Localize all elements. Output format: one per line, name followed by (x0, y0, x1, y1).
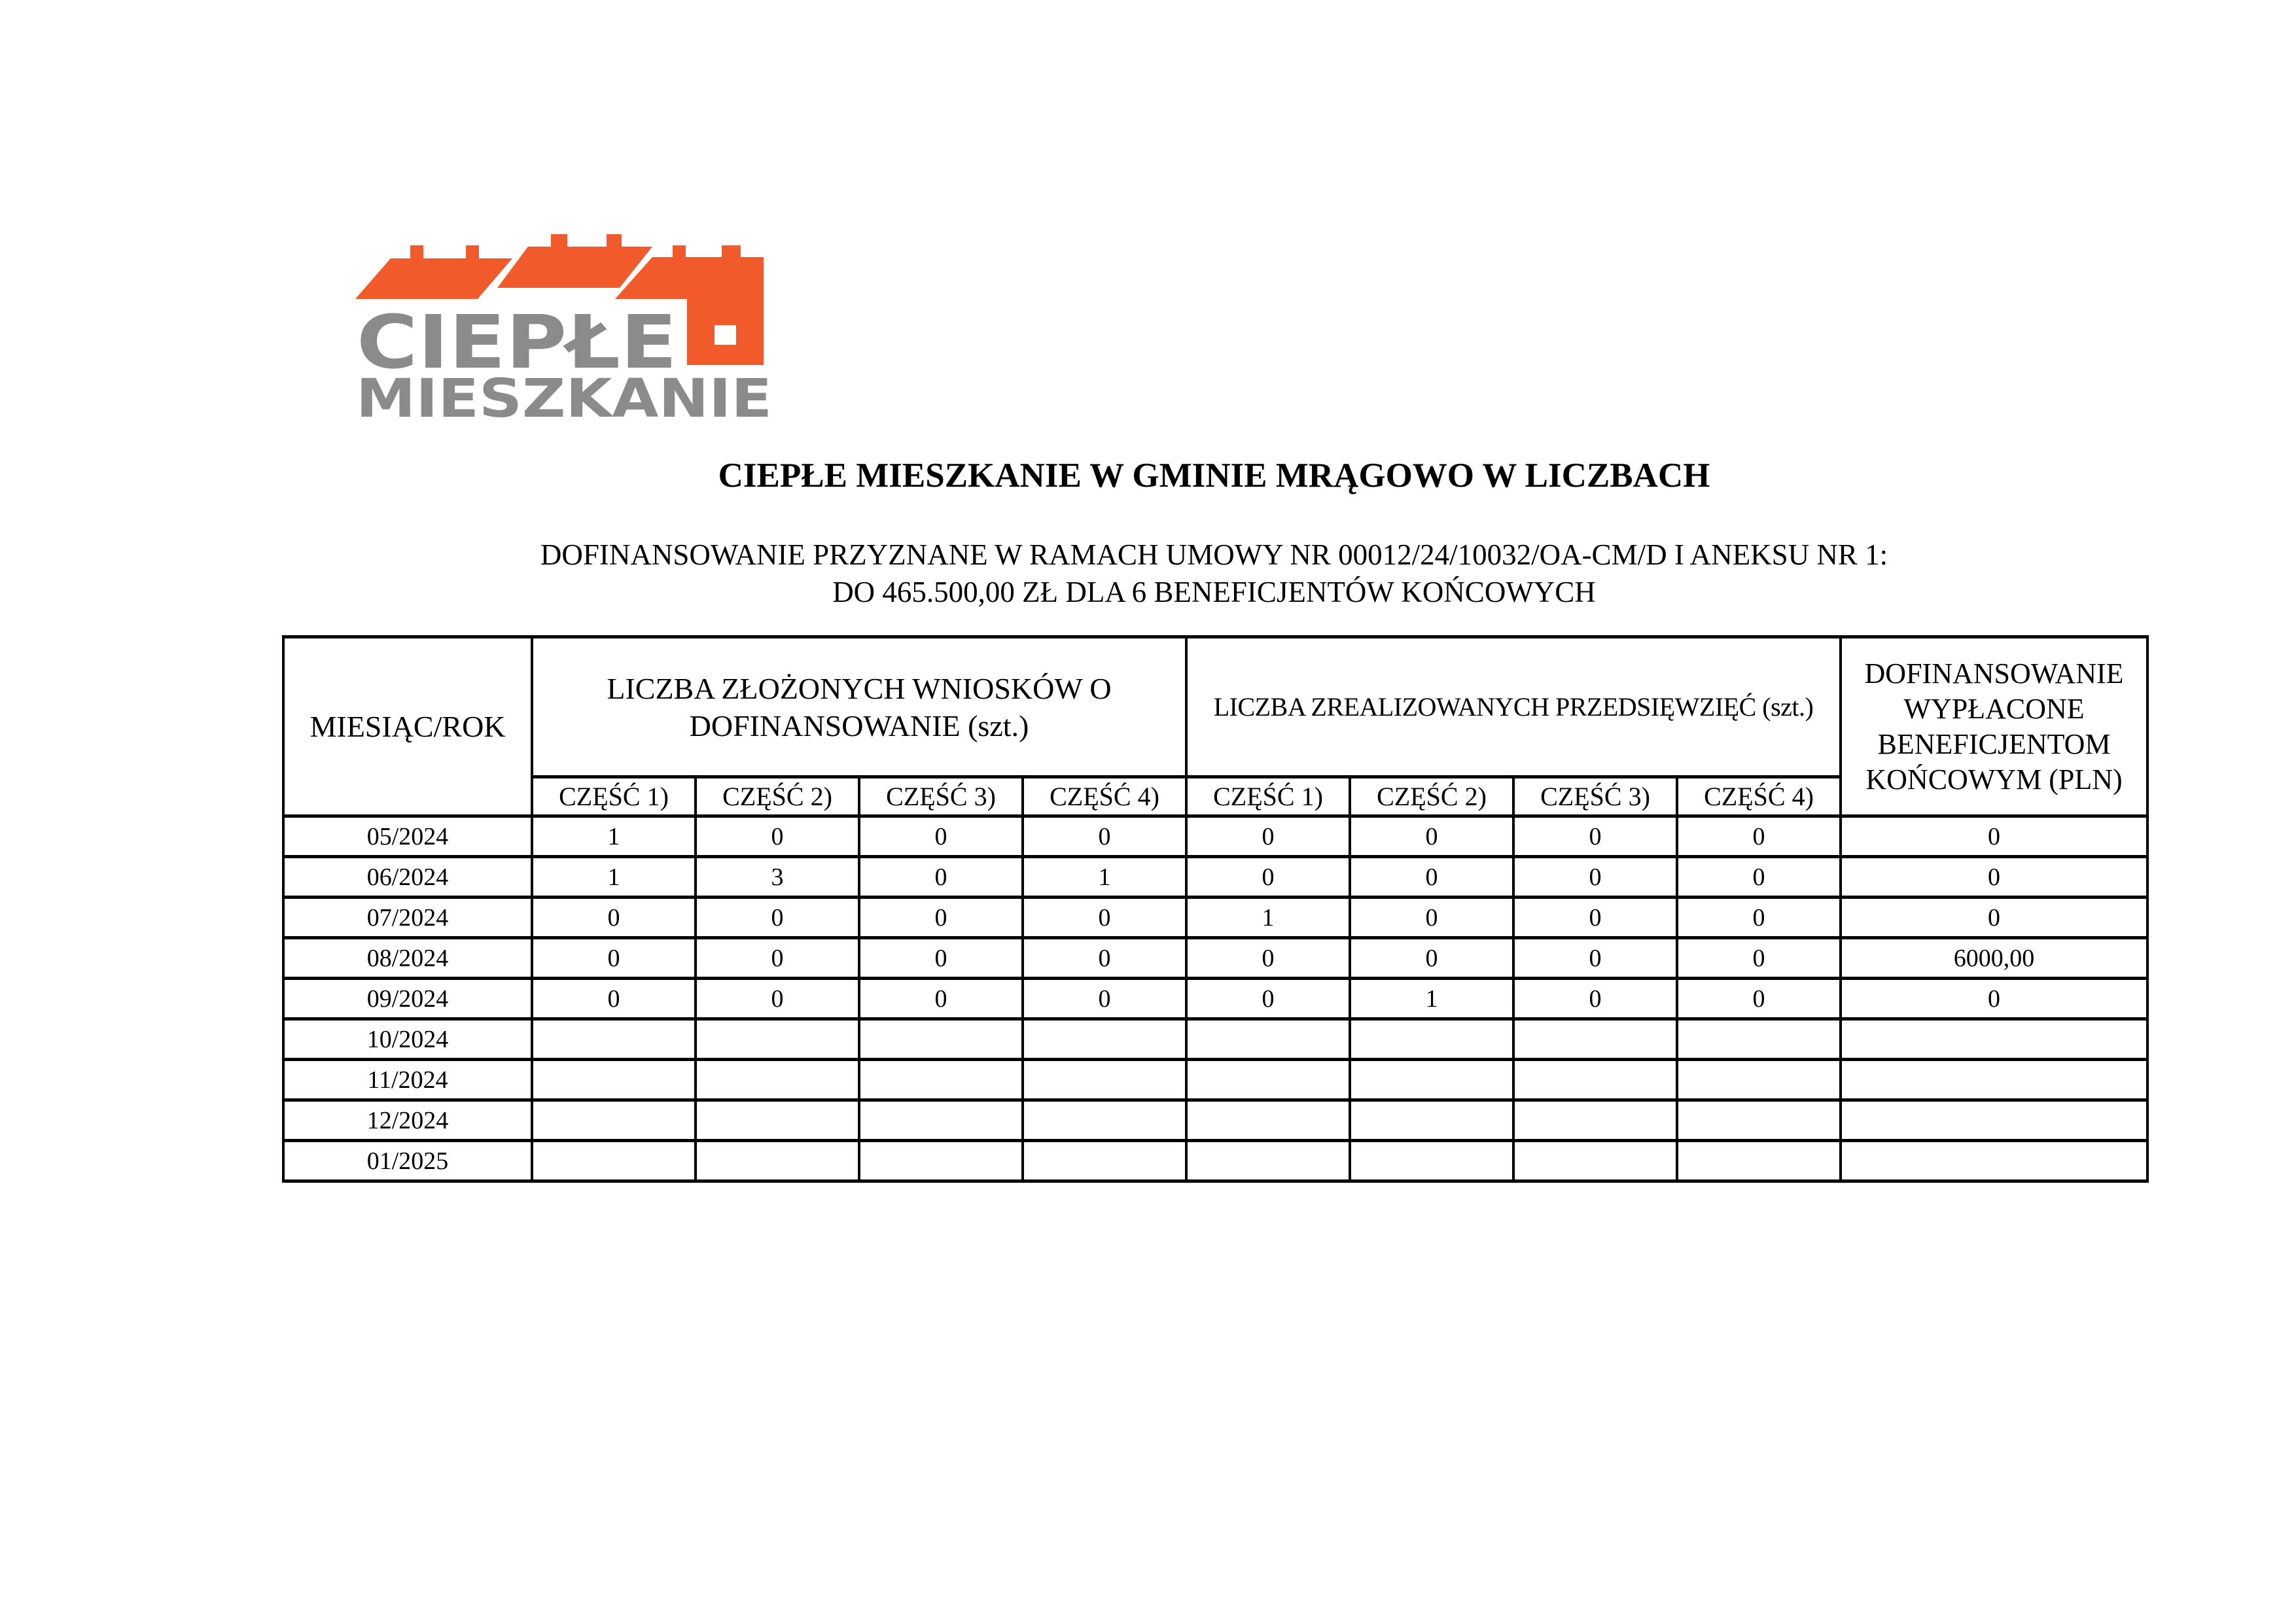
month-cell: 10/2024 (283, 1019, 532, 1060)
table-row (283, 1141, 2147, 1181)
value-cell: 0 (1841, 898, 2147, 938)
page-title: CIEPŁE MIESZKANIE W GMINIE MRĄGOWO W LICZBACH (718, 457, 1710, 495)
month-cell: 11/2024 (283, 1060, 532, 1100)
header-part-6: CZĘŚĆ 2) (1350, 777, 1513, 816)
value-cell (1677, 1019, 1841, 1060)
value-cell: 0 (532, 938, 696, 979)
header-group-submitted-line-1: LICZBA ZŁOŻONYCH WNIOSKÓW O (607, 671, 1112, 705)
value-cell: 1 (532, 816, 696, 857)
value-cell (1841, 1060, 2147, 1100)
value-cell (532, 1141, 696, 1181)
value-cell: 1 (1350, 979, 1513, 1019)
value-cell: 0 (1841, 979, 2147, 1019)
value-cell: 0 (532, 979, 696, 1019)
value-cell: 0 (1350, 898, 1513, 938)
value-cell (696, 1141, 859, 1181)
header-group-completed: LICZBA ZREALIZOWANYCH PRZEDSIĘWZIĘĆ (szt.) (1186, 637, 1841, 777)
value-cell: 0 (1350, 816, 1513, 857)
value-cell: 0 (1513, 898, 1677, 938)
table-row (283, 1100, 2147, 1141)
value-cell (1023, 1019, 1186, 1060)
value-cell (1677, 1060, 1841, 1100)
value-cell (532, 1019, 696, 1060)
value-cell: 0 (1186, 979, 1350, 1019)
header-part-1: CZĘŚĆ 1) (532, 777, 696, 816)
value-cell (1023, 1100, 1186, 1141)
header-funding-line-1: DOFINANSOWANIE (1864, 657, 2124, 689)
header-funding-line-3: BENEFICJENTOM (1877, 727, 2111, 760)
value-cell: 0 (859, 816, 1023, 857)
value-cell: 0 (1023, 938, 1186, 979)
value-cell: 0 (859, 857, 1023, 898)
subtitle-line-1: DOFINANSOWANIE PRZYZNANE W RAMACH UMOWY NR 00012/24/10032/OA-CM/D I ANEKSU NR 1: (540, 538, 1888, 571)
value-cell: 0 (1023, 898, 1186, 938)
table-row (283, 857, 2147, 898)
value-cell (859, 1060, 1023, 1100)
value-cell: 0 (1023, 979, 1186, 1019)
value-cell: 0 (859, 979, 1023, 1019)
value-cell (1513, 1019, 1677, 1060)
value-cell (1841, 1141, 2147, 1181)
value-cell (1513, 1100, 1677, 1141)
value-cell: 0 (696, 979, 859, 1019)
header-funding-line-4: KOŃCOWYM (PLN) (1865, 763, 2123, 795)
value-cell: 0 (1677, 938, 1841, 979)
value-cell (532, 1100, 696, 1141)
value-cell: 0 (1841, 857, 2147, 898)
subtitle-line-2: DO 465.500,00 ZŁ DLA 6 BENEFICJENTÓW KOŃCOWYCH (832, 576, 1596, 608)
table-row (283, 1019, 2147, 1060)
value-cell: 0 (1186, 857, 1350, 898)
value-cell (1513, 1141, 1677, 1181)
value-cell: 0 (859, 938, 1023, 979)
value-cell (1350, 1141, 1513, 1181)
value-cell: 0 (1350, 938, 1513, 979)
value-cell: 0 (1186, 938, 1350, 979)
value-cell: 1 (532, 857, 696, 898)
logo-text-cieple: CIEPŁE (357, 300, 677, 385)
value-cell (859, 1019, 1023, 1060)
window-icon (715, 325, 736, 345)
value-cell: 0 (696, 816, 859, 857)
month-cell: 12/2024 (283, 1100, 532, 1141)
table-row (283, 938, 2147, 979)
value-cell: 0 (1677, 898, 1841, 938)
value-cell (696, 1019, 859, 1060)
value-cell: 0 (1677, 816, 1841, 857)
statistics-table-wrapper (282, 635, 2149, 1183)
value-cell: 0 (1677, 979, 1841, 1019)
value-cell: 1 (1186, 898, 1350, 938)
value-cell: 0 (696, 898, 859, 938)
value-cell (1677, 1141, 1841, 1181)
value-cell: 0 (1841, 816, 2147, 857)
value-cell (859, 1100, 1023, 1141)
value-cell: 0 (1023, 816, 1186, 857)
header-part-7: CZĘŚĆ 3) (1513, 777, 1677, 816)
cieple-mieszkanie-logo (355, 234, 774, 421)
value-cell (696, 1060, 859, 1100)
value-cell (1841, 1019, 2147, 1060)
value-cell (1186, 1100, 1350, 1141)
value-cell (1350, 1019, 1513, 1060)
month-cell: 06/2024 (283, 857, 532, 898)
header-part-2: CZĘŚĆ 2) (696, 777, 859, 816)
logo-text-mieszkanie: MIESZKANIE (356, 368, 772, 421)
value-cell (532, 1060, 696, 1100)
header-month-year: MIESIĄC/ROK (283, 637, 532, 816)
logo-graphic (355, 234, 774, 421)
value-cell: 0 (1513, 938, 1677, 979)
subtitle (282, 536, 2146, 611)
value-cell: 0 (1513, 979, 1677, 1019)
value-cell (1677, 1100, 1841, 1141)
value-cell (859, 1141, 1023, 1181)
value-cell (696, 1100, 859, 1141)
header-funding-paid (1841, 637, 2147, 816)
header-part-4: CZĘŚĆ 4) (1023, 777, 1186, 816)
value-cell: 3 (696, 857, 859, 898)
value-cell: 0 (1513, 857, 1677, 898)
value-cell: 1 (1023, 857, 1186, 898)
header-part-3: CZĘŚĆ 3) (859, 777, 1023, 816)
value-cell (1186, 1019, 1350, 1060)
value-cell (1350, 1060, 1513, 1100)
value-cell (1023, 1141, 1186, 1181)
value-cell: 0 (1513, 816, 1677, 857)
value-cell: 0 (859, 898, 1023, 938)
header-funding-line-2: WYPŁACONE (1903, 692, 2085, 725)
value-cell: 0 (696, 938, 859, 979)
table-row (283, 979, 2147, 1019)
value-cell: 0 (1350, 857, 1513, 898)
statistics-table (282, 635, 2149, 1183)
month-cell: 07/2024 (283, 898, 532, 938)
month-cell: 01/2025 (283, 1141, 532, 1181)
value-cell: 0 (1186, 816, 1350, 857)
header-part-8: CZĘŚĆ 4) (1677, 777, 1841, 816)
month-cell: 08/2024 (283, 938, 532, 979)
value-cell (1513, 1060, 1677, 1100)
header-group-submitted (532, 637, 1186, 777)
value-cell (1023, 1060, 1186, 1100)
value-cell: 6000,00 (1841, 938, 2147, 979)
table-row (283, 898, 2147, 938)
value-cell (1841, 1100, 2147, 1141)
value-cell (1186, 1141, 1350, 1181)
value-cell: 0 (532, 898, 696, 938)
table-row (283, 816, 2147, 857)
header-part-5: CZĘŚĆ 1) (1186, 777, 1350, 816)
value-cell (1186, 1060, 1350, 1100)
header-group-submitted-line-2: DOFINANSOWANIE (szt.) (689, 708, 1029, 742)
value-cell (1350, 1100, 1513, 1141)
table-row (283, 1060, 2147, 1100)
month-cell: 09/2024 (283, 979, 532, 1019)
value-cell: 0 (1677, 857, 1841, 898)
month-cell: 05/2024 (283, 816, 532, 857)
